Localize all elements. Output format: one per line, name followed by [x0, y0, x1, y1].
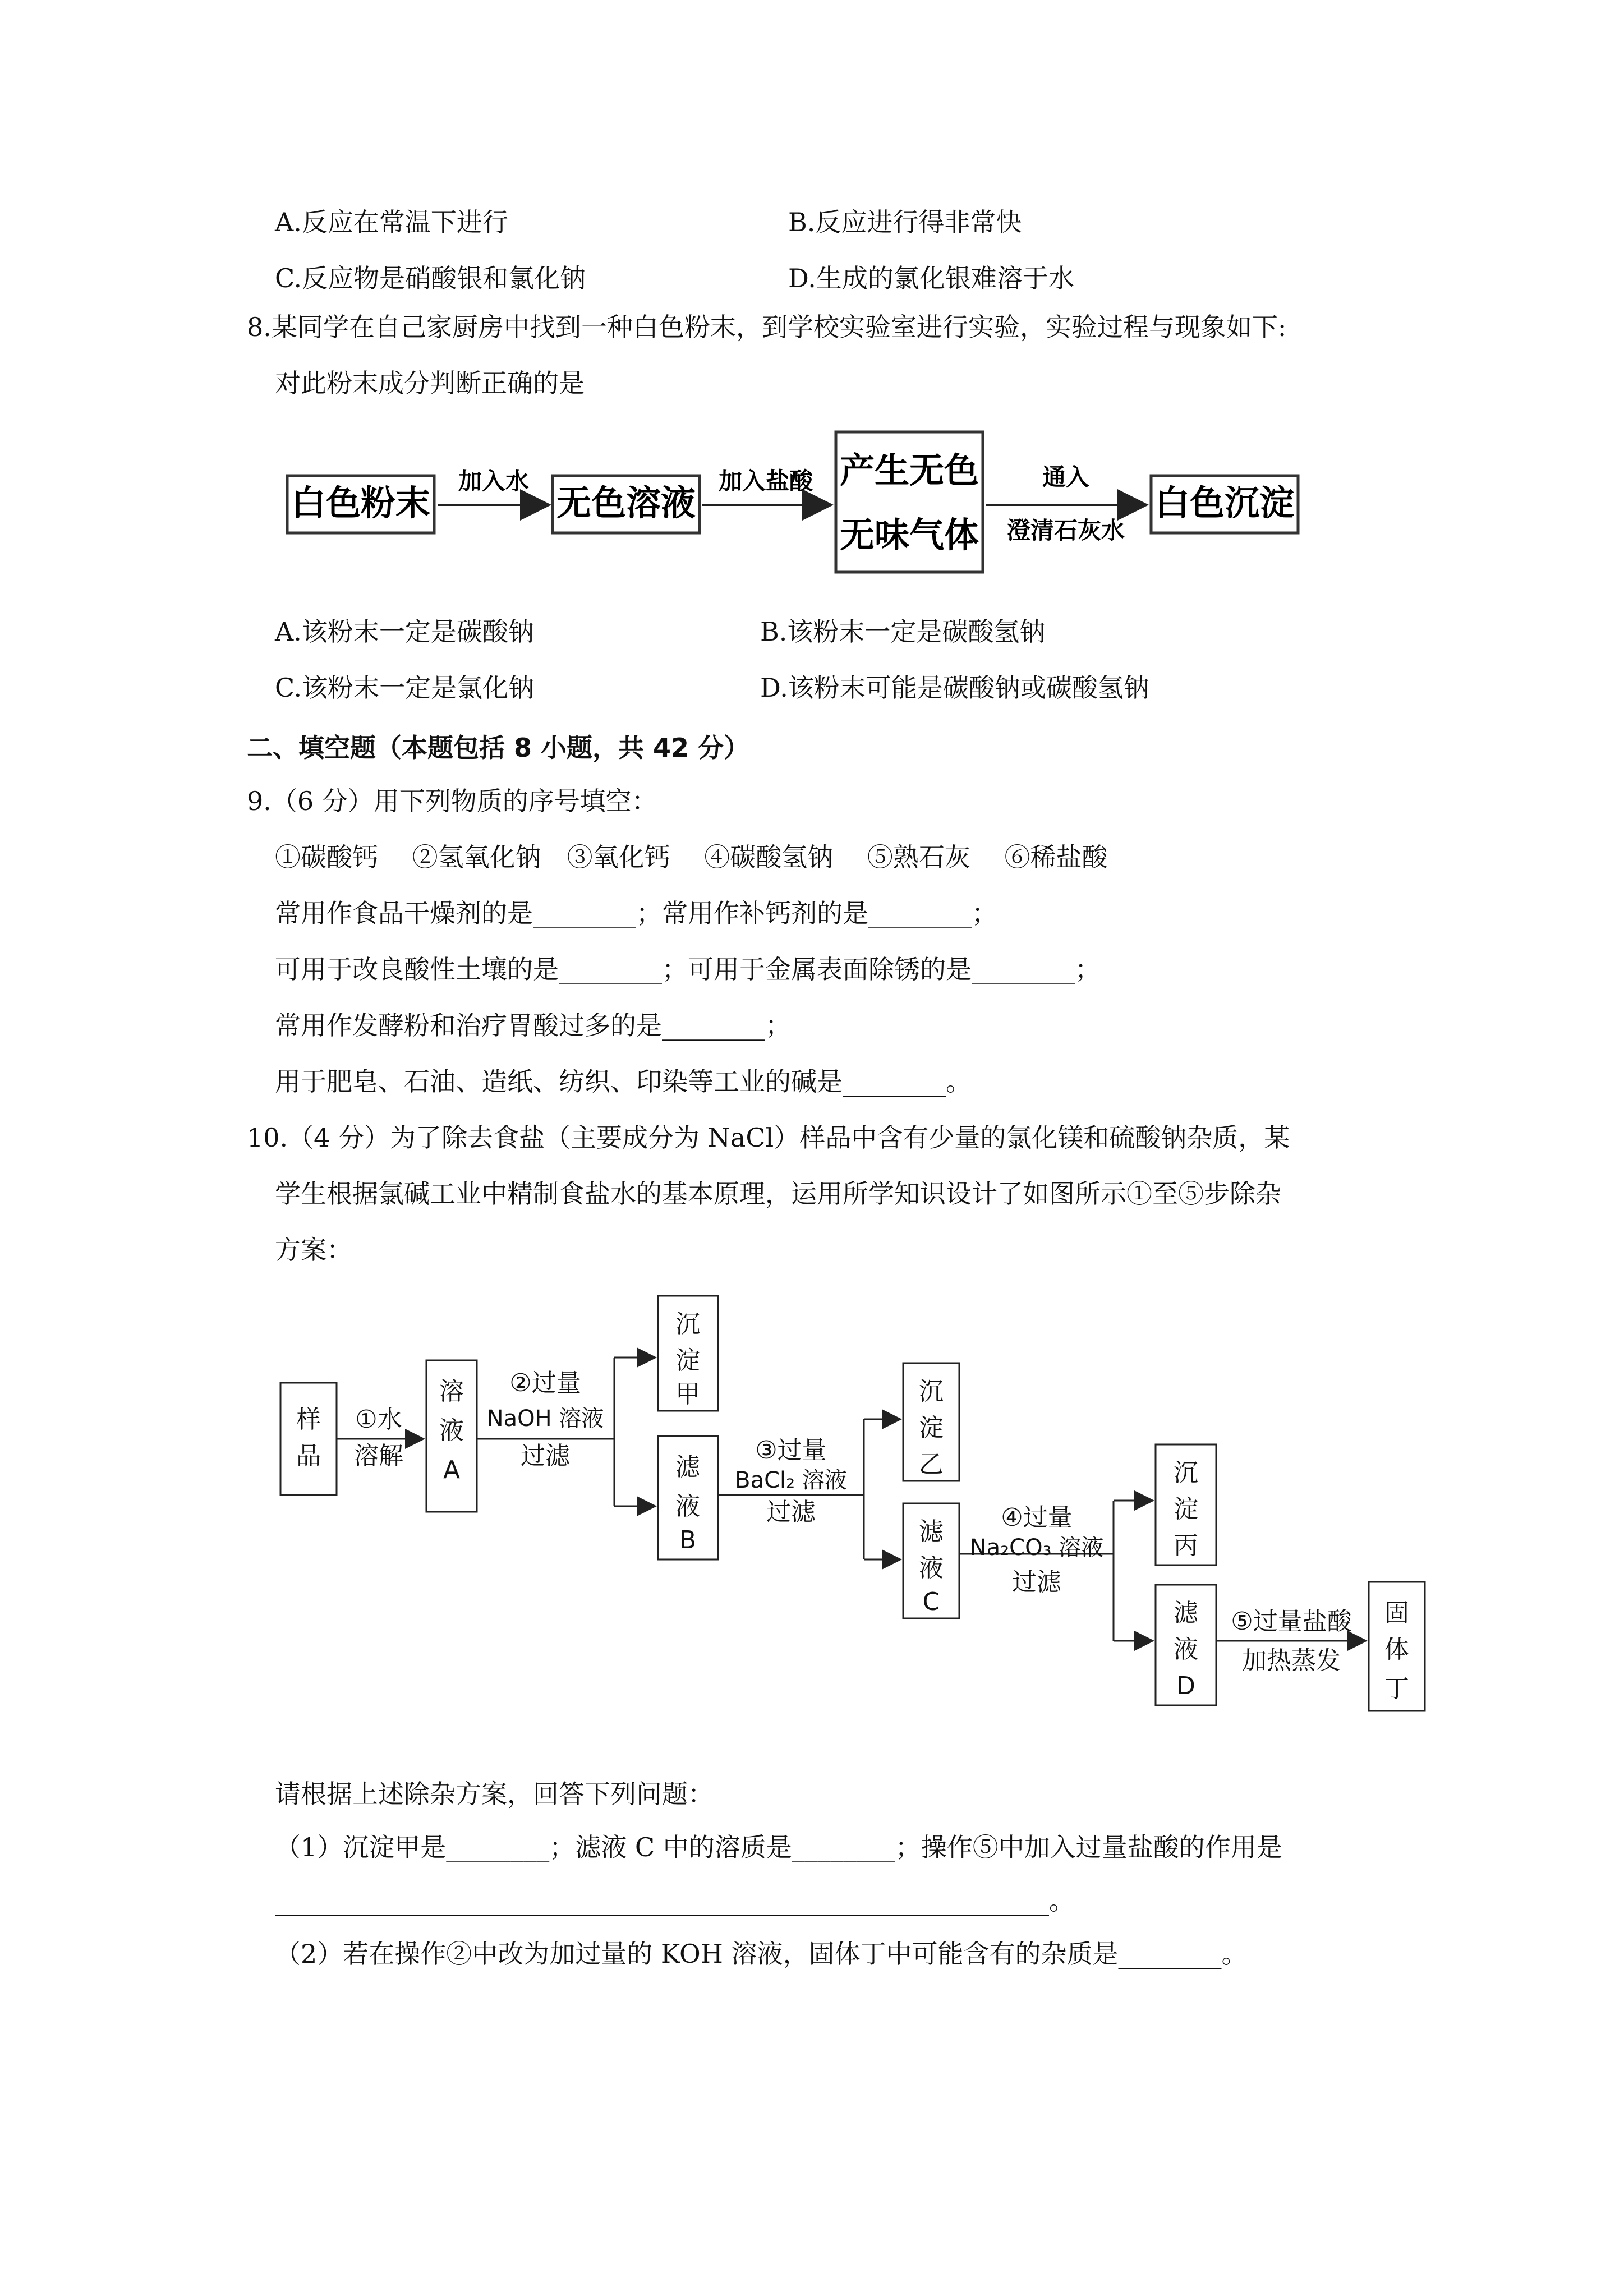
q8-arrow-1-label: 加入水: [458, 467, 530, 495]
q9-substances: ①碳酸钙 ②氢氧化钠 ③氧化钙 ④碳酸氢钠 ⑤熟石灰 ⑥稀盐酸: [275, 842, 1108, 872]
q8-box-white-powder-label: 白色粉末: [291, 482, 431, 523]
q10-ppt-jia-char2: 淀: [675, 1346, 700, 1375]
section-heading: 二、填空题（本题包括 8 小题，共 42 分）: [247, 733, 750, 763]
q10-ppt-jia-char1: 沉: [675, 1310, 700, 1338]
q8-option-c: C.该粉末一定是氯化钠: [275, 673, 535, 703]
q9-blank-line3: 常用作发酵粉和治疗胃酸过多的是________；: [275, 1010, 791, 1041]
q10-sample-char2: 品: [296, 1442, 321, 1470]
q8-box-colorless-solution-label: 无色溶液: [556, 482, 696, 523]
q8-box-gas-line1: 产生无色: [839, 450, 979, 491]
q10-fil-d-char2: 液: [1174, 1635, 1198, 1664]
q10-fil-c-char2: 液: [919, 1554, 944, 1582]
q10-purification-diagram: [269, 1279, 1430, 1722]
q7-option-d: D.生成的氯化银难溶于水: [788, 263, 1074, 293]
q10-ppt-jia-char3: 甲: [675, 1380, 700, 1409]
q9-blank-line4: 用于肥皂、石油、造纸、纺织、印染等工业的碱是________。: [275, 1066, 972, 1097]
q10-sol-a-char2: 液: [439, 1416, 464, 1445]
q10-sol-a-char1: 溶: [439, 1377, 464, 1406]
q10-fil-c-char1: 滤: [919, 1517, 944, 1546]
q8-box-white-precipitate-label: 白色沉淀: [1154, 482, 1295, 523]
q10-ppt-bing-char1: 沉: [1174, 1458, 1198, 1487]
q10-fil-d-char3: D: [1176, 1672, 1195, 1700]
q8-arrow-2-label: 加入盐酸: [718, 467, 813, 495]
q10-fil-d-char1: 滤: [1174, 1599, 1198, 1627]
q10-ppt-bing-char2: 淀: [1174, 1495, 1198, 1524]
q10-step4-line3: 过滤: [1012, 1568, 1061, 1596]
q10-sol-a-char3: A: [443, 1456, 461, 1484]
q10-step2-line1: ②过量: [509, 1369, 581, 1397]
q10-step3-line1: ③过量: [755, 1436, 827, 1465]
q10-ppt-bing-char3: 丙: [1174, 1531, 1198, 1560]
q10-sub1-blank: ____________________________________________________________。: [275, 1885, 1075, 1916]
q10-step5-line2: 加热蒸发: [1242, 1646, 1341, 1675]
q10-ppt-yi-char2: 淀: [919, 1414, 944, 1442]
q10-step3-line3: 过滤: [766, 1498, 816, 1526]
q7-option-a: A.反应在常温下进行: [275, 207, 508, 237]
q8-arrow-3-bottom-label: 澄清石灰水: [1006, 517, 1125, 544]
q10-fil-b-char2: 液: [675, 1492, 700, 1521]
q10-solid-char2: 体: [1384, 1635, 1409, 1664]
q10-step2-line2: NaOH 溶液: [486, 1406, 604, 1432]
q7-option-c: C.反应物是硝酸银和氯化钠: [275, 263, 586, 293]
q8-stem-line1: 8.某同学在自己家厨房中找到一种白色粉末，到学校实验室进行实验，实验过程与现象如下:: [247, 312, 1287, 342]
q8-flow-diagram: [275, 426, 1313, 578]
q9-stem: 9.（6 分）用下列物质的序号填空：: [247, 786, 657, 816]
q10-step1-line1: ①水: [355, 1405, 402, 1434]
q10-solid-char3: 丁: [1384, 1674, 1409, 1703]
q8-stem-line2: 对此粉末成分判断正确的是: [275, 368, 585, 398]
q10-ask: 请根据上述除杂方案，回答下列问题：: [275, 1779, 714, 1809]
q10-step4-line2: Na₂CO₃ 溶液: [969, 1535, 1104, 1561]
q10-sub2: （2）若在操作②中改为加过量的 KOH 溶液，固体丁中可能含有的杂质是________。: [275, 1939, 1248, 1969]
q10-ppt-yi-char3: 乙: [919, 1450, 944, 1479]
q10-step3-line2: BaCl₂ 溶液: [735, 1467, 847, 1493]
q10-ppt-yi-char1: 沉: [919, 1377, 944, 1406]
q10-sample-char1: 样: [296, 1405, 321, 1434]
q10-fil-c-char3: C: [922, 1588, 940, 1616]
q10-stem-line2: 学生根据氯碱工业中精制食盐水的基本原理，运用所学知识设计了如图所示①至⑤步除杂: [275, 1179, 1281, 1209]
q8-option-b: B.该粉末一定是碳酸氢钠: [760, 616, 1046, 647]
q10-fil-b-char3: B: [679, 1526, 697, 1554]
q9-blank-line2: 可用于改良酸性土壤的是________；可用于金属表面除锈的是________；: [275, 954, 1101, 984]
q10-stem-line1: 10.（4 分）为了除去食盐（主要成分为 NaCl）样品中含有少量的氯化镁和硫酸钠杂质，某: [247, 1122, 1290, 1153]
q9-blank-line1: 常用作食品干燥剂的是________；常用作补钙剂的是________；: [275, 898, 997, 928]
q10-stem-line3: 方案：: [275, 1235, 352, 1265]
q10-step2-line3: 过滤: [521, 1442, 570, 1470]
q10-step1-line2: 溶解: [354, 1442, 403, 1470]
q8-option-d: D.该粉末可能是碳酸钠或碳酸氢钠: [760, 673, 1149, 703]
q10-box-sample: [280, 1383, 337, 1495]
q8-option-a: A.该粉末一定是碳酸钠: [275, 616, 534, 647]
q7-option-b: B.反应进行得非常快: [788, 207, 1022, 237]
q10-fil-b-char1: 滤: [675, 1453, 700, 1481]
q8-box-gas-line2: 无味气体: [839, 514, 979, 555]
q10-step4-line1: ④过量: [1001, 1503, 1073, 1532]
q10-sub1: （1）沉淀甲是________；滤液 C 中的溶质是________；操作⑤中加入过量盐酸的作用是: [275, 1832, 1282, 1862]
q10-solid-char1: 固: [1384, 1599, 1409, 1627]
q8-arrow-3-top-label: 通入: [1042, 463, 1090, 491]
q10-step5-line1: ⑤过量盐酸: [1231, 1607, 1352, 1636]
